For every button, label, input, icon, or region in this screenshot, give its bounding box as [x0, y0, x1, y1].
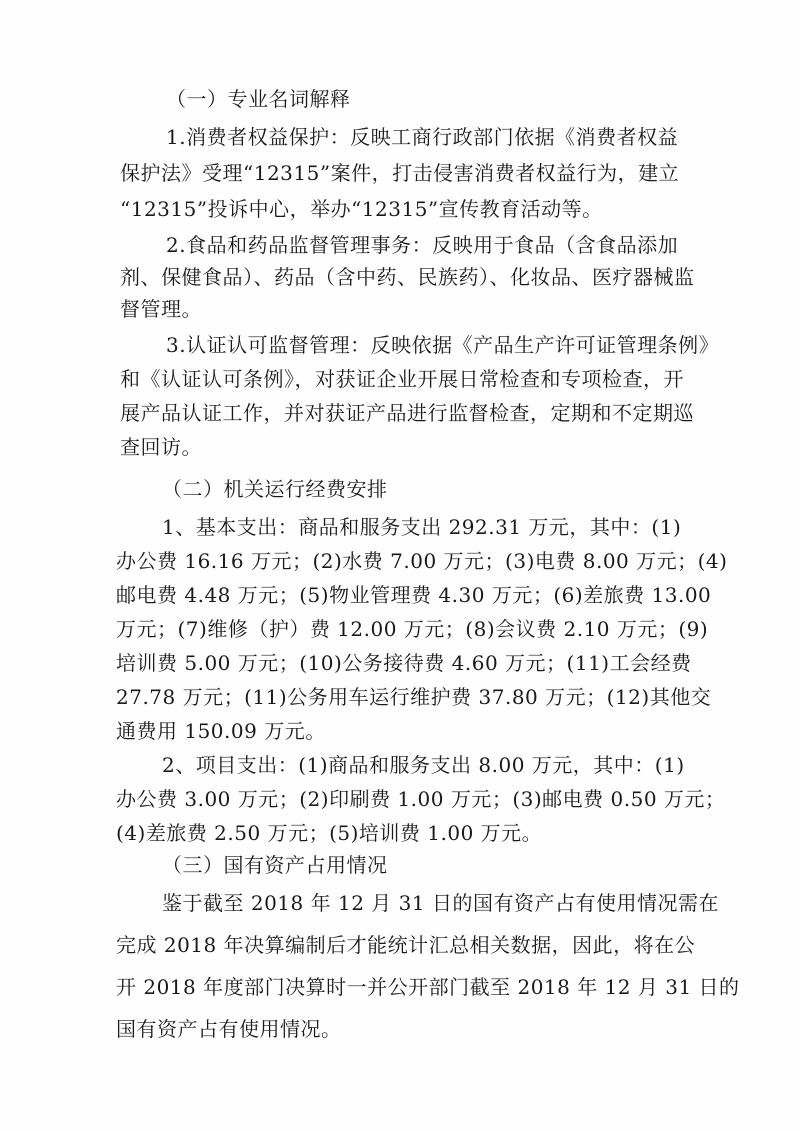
basic-expense-line-1: 1、基本支出：商品和服务支出 292.31 万元，其中：(1) [162, 515, 682, 539]
project-expense-line-2: 办公费 3.00 万元；(2)印刷费 1.00 万元；(3)邮电费 0.50 万元； [116, 787, 726, 811]
section-assets-heading: （三）国有资产占用情况 [162, 853, 388, 877]
section-terms-heading: （一）专业名词解释 [166, 87, 351, 111]
basic-expense-line-4: 万元；(7)维修（护）费 12.00 万元；(8)会议费 2.10 万元；(9) [116, 617, 709, 641]
term-3-line-1: 3.认证认可监督管理：反映依据《产品生产许可证管理条例》 [166, 333, 720, 357]
term-1-line-3: “12315”投诉中心，举办“12315”宣传教育活动等。 [120, 197, 603, 221]
basic-expense-line-5: 培训费 5.00 万元；(10)公务接待费 4.60 万元；(11)工会经费 [116, 651, 692, 675]
term-1-line-2: 保护法》受理“12315”案件，打击侵害消费者权益行为，建立 [120, 161, 680, 185]
basic-expense-line-6: 27.78 万元；(11)公务用车运行维护费 37.80 万元；(12)其他交 [116, 685, 712, 709]
term-2-line-2: 剂、保健食品）、药品（含中药、民族药）、化妆品、医疗器械监 [120, 265, 695, 289]
basic-expense-line-7: 通费用 150.09 万元。 [116, 719, 326, 743]
project-expense-line-1: 2、项目支出：(1)商品和服务支出 8.00 万元，其中：(1) [162, 753, 685, 777]
assets-paragraph-line-3: 开 2018 年度部门决算时一并公开部门截至 2018 年 12 月 31 日的 [116, 975, 740, 999]
term-3-line-2: 和《认证认可条例》，对获证企业开展日常检查和专项检查，开 [120, 367, 684, 391]
project-expense-line-3: (4)差旅费 2.50 万元；(5)培训费 1.00 万元。 [116, 821, 543, 845]
assets-paragraph-line-2: 完成 2018 年决算编制后才能统计汇总相关数据，因此，将在公 [116, 933, 696, 957]
assets-paragraph-line-1: 鉴于截至 2018 年 12 月 31 日的国有资产占有使用情况需在 [162, 891, 719, 915]
term-2-line-1: 2.食品和药品监督管理事务：反映用于食品（含食品添加 [166, 233, 679, 257]
term-2-line-3: 督管理。 [120, 297, 202, 321]
assets-paragraph-line-4: 国有资产占有使用情况。 [116, 1017, 342, 1041]
term-3-line-4: 查回访。 [120, 435, 202, 459]
term-1-line-1: 1.消费者权益保护：反映工商行政部门依据《消费者权益 [166, 125, 679, 149]
term-3-line-3: 展产品认证工作，并对获证产品进行监督检查，定期和不定期巡 [120, 401, 694, 425]
section-funds-heading: （二）机关运行经费安排 [162, 477, 388, 501]
basic-expense-line-2: 办公费 16.16 万元；(2)水费 7.00 万元；(3)电费 8.00 万元；(4) [116, 549, 728, 573]
basic-expense-line-3: 邮电费 4.48 万元；(5)物业管理费 4.30 万元；(6)差旅费 13.00 [116, 583, 712, 607]
